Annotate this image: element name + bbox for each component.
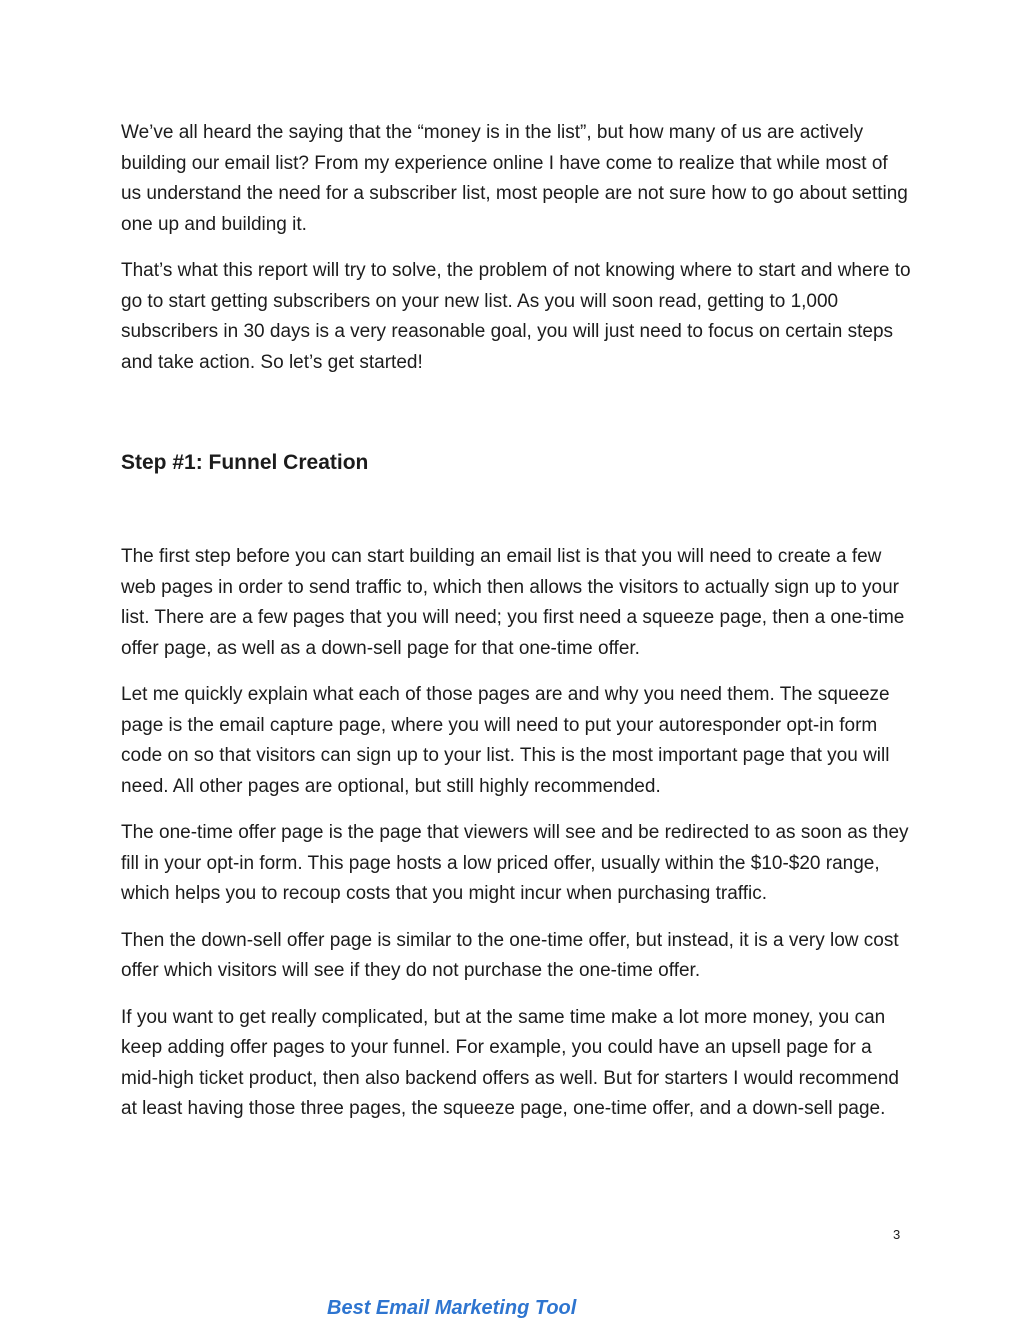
section-paragraph-1: The first step before you can start building an email list is that you will need to create a few web pages in order to send traffic to, which then allows the visitors to actually sign up to your list. There are a few pages that you will need; you first need a squeeze page, then a one-time offer page, as well as a down-sell page for that one-time offer.: [121, 546, 905, 659]
footer-link-best-email-marketing-tool[interactable]: Best Email Marketing Tool: [327, 1297, 577, 1319]
document-body: [121, 118, 911, 1141]
section-paragraph-3: The one-time offer page is the page that viewers will see and be redirected to as soon as they fill in your opt-in form. This page hosts a low priced offer, usually within the $10-$20 range, which helps you to recoup costs that you might incur when purchasing traffic.: [121, 822, 909, 904]
intro-paragraph-1: We’ve all heard the saying that the “money is in the list”, but how many of us are actively building our email list? From my experience online I have come to realize that while most of us understand the need for a subscriber list, most people are not sure how to go about setting one up and building it.: [121, 122, 908, 235]
section-paragraph-2: Let me quickly explain what each of those pages are and why you need them. The squeeze page is the email capture page, where you will need to put your autoresponder opt-in form code on so that visitors can sign up to your list. This is the most important page that you will need. All other pages are optional, but still highly recommended.: [121, 684, 890, 797]
section-paragraph-4: Then the down-sell offer page is similar to the one-time offer, but instead, it is a very low cost offer which visitors will see if they do not purchase the one-time offer.: [121, 929, 899, 981]
section-paragraph-5: If you want to get really complicated, but at the same time make a lot more money, you can keep adding offer pages to your funnel. For example, you could have an upsell page for a mid-high ticket product, then also backend offers as well. But for starters I would recommend at least having those three pages, the squeeze page, one-time offer, and a down-sell page.: [121, 1006, 899, 1119]
intro-paragraph-2: That’s what this report will try to solve, the problem of not knowing where to start and where to go to start getting subscribers on your new list. As you will soon read, getting to 1,000 subscribers in 30 days is a very reasonable goal, you will just need to focus on certain steps and take action. So let’s get started!: [121, 260, 911, 373]
page-number: 3: [893, 1227, 901, 1242]
section-heading: Step #1: Funnel Creation: [121, 451, 369, 474]
